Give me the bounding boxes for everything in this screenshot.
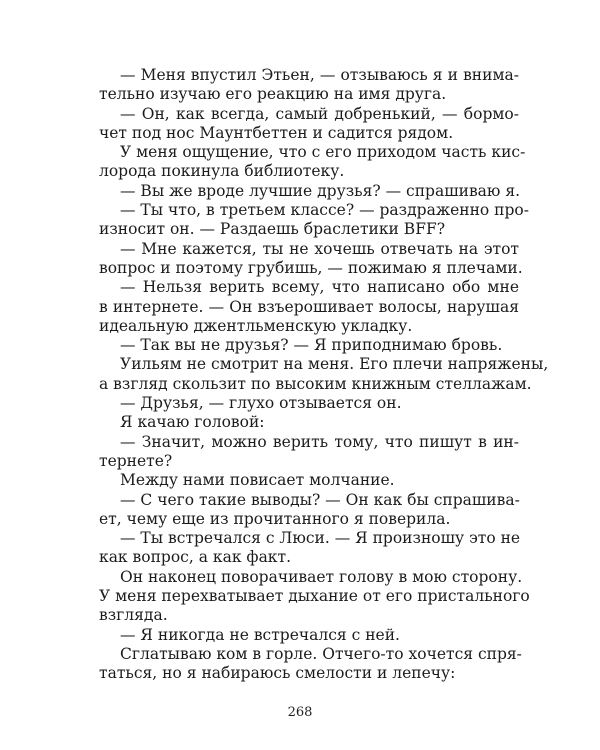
text-line: Уильям не смотрит на меня. Его плечи напряжены, xyxy=(120,355,549,374)
page-number: 268 xyxy=(287,705,313,720)
text-line: вопрос и поэтому грубишь, — пожимаю я плечами. xyxy=(99,258,523,277)
text-line: а взгляд скользит по высоким книжным стеллажам. xyxy=(99,374,532,393)
text-line: — Друзья, — глухо отзывается он. xyxy=(120,394,402,413)
text-line: тернете? xyxy=(99,451,173,470)
text-line: — Я никогда не встречался с ней. xyxy=(120,625,400,644)
text-line: ет, чему еще из прочитанного я поверила. xyxy=(99,509,451,528)
text-line: тельно изучаю его реакцию на имя друга. xyxy=(99,85,447,104)
text-line: — Ты встречался с Люси. — Я произношу это не xyxy=(120,529,521,548)
text-line: — Ты что, в третьем классе? — раздраженно про- xyxy=(120,201,530,220)
text-line: — Так вы не друзья? — Я приподнимаю бровь. xyxy=(120,336,503,355)
text-line: — С чего такие выводы? — Он как бы спрашива- xyxy=(120,490,520,509)
text-line: Сглатываю ком в горле. Отчего-то хочется спря- xyxy=(120,644,522,663)
text-line: лорода покинула библиотеку. xyxy=(99,162,345,181)
text-line: — Значит, можно верить тому, что пишут в ин- xyxy=(120,432,519,451)
text-line: как вопрос, а как факт. xyxy=(99,548,291,567)
text-line: Он наконец поворачивает голову в мою сторону. xyxy=(120,567,523,586)
text-line: Между нами повисает молчание. xyxy=(120,471,395,490)
text-line: — Нельзя верить всему, что написано обо мне xyxy=(120,278,519,297)
text-line: — Он, как всегда, самый добренький, — бормо- xyxy=(120,104,519,123)
text-line: износит он. — Раздаешь браслетики BFF? xyxy=(99,220,446,239)
text-line: чет под нос Маунтбеттен и садится рядом. xyxy=(99,123,454,142)
text-line: взгляда. xyxy=(99,606,168,625)
text-line: таться, но я набираюсь смелости и лепечу: xyxy=(99,664,456,683)
body-text xyxy=(99,66,549,684)
text-line: — Меня впустил Этьен, — отзываюсь я и внима- xyxy=(120,66,519,84)
text-line: — Вы же вроде лучшие друзья? — спрашиваю я. xyxy=(120,181,521,200)
text-line: Я качаю головой: xyxy=(120,413,265,432)
text-line: идеальную джентльменскую укладку. xyxy=(99,316,413,335)
text-line: в интернете. — Он взъерошивает волосы, нарушая xyxy=(99,297,519,316)
text-line: У меня ощущение, что с его приходом часть кис- xyxy=(120,143,526,162)
text-line: У меня перехватывает дыхание от его пристального xyxy=(99,587,530,606)
text-line: — Мне кажется, ты не хочешь отвечать на этот xyxy=(120,239,519,258)
